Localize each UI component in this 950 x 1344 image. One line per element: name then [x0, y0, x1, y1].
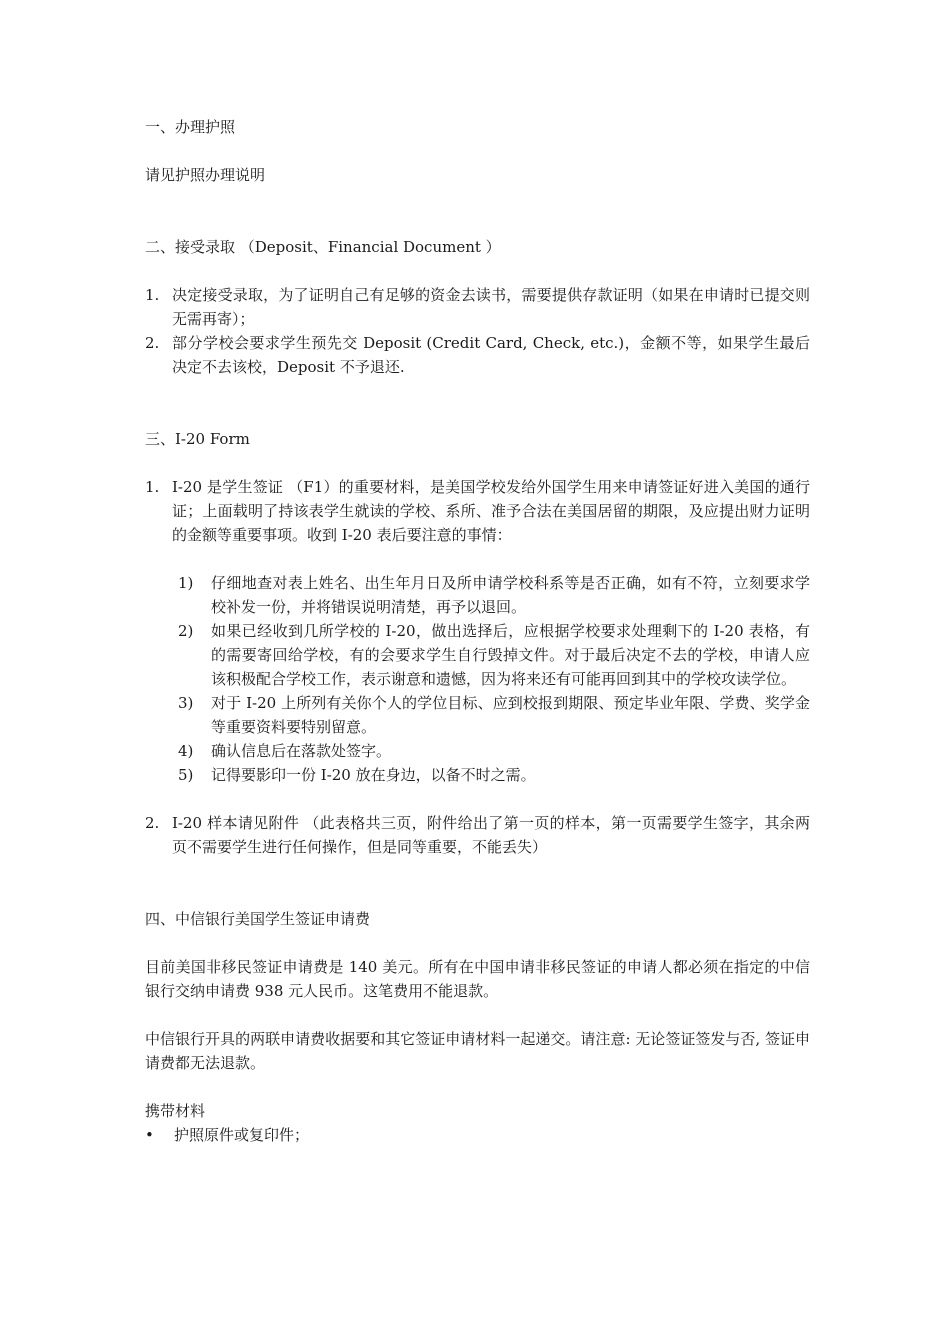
list-number: 2. [145, 814, 160, 832]
list-number: 2. [145, 334, 160, 352]
list-item [145, 283, 810, 331]
fee-paragraph-1: 目前美国非移民签证申请费是 140 美元。所有在中国申请非移民签证的申请人都必须在指定的中信银行交纳申请费 938 元人民币。这笔费用不能退款。 [145, 958, 810, 1000]
sub-list-number: 2) [178, 622, 194, 640]
bullet-icon: • [145, 1126, 154, 1144]
list-text: 决定接受录取，为了证明自己有足够的资金去读书，需要提供存款证明（如果在申请时已提交则无需再寄）； [172, 286, 810, 328]
fee-paragraph-2: 中信银行开具的两联申请费收据要和其它签证申请材料一起递交。请注意: 无论签证签发与否, 签证申请费都无法退款。 [145, 1030, 810, 1072]
section-1-text: 请见护照办理说明 [145, 166, 266, 184]
sub-list-item [178, 571, 810, 619]
section-3-heading: 三、I-20 Form [145, 430, 250, 448]
list-text: I-20 样本请见附件 （此表格共三页，附件给出了第一页的样本，第一页需要学生签字，其余两页不需要学生进行任何操作，但是同等重要，不能丢失） [172, 814, 810, 856]
bullet-item [145, 1123, 810, 1147]
list-number: 1. [145, 478, 160, 496]
sub-list-item [178, 763, 810, 787]
sub-list-item [178, 691, 810, 739]
sub-list-number: 1) [178, 574, 194, 592]
sub-list-text: 记得要影印一份 I-20 放在身边，以备不时之需。 [211, 766, 536, 784]
document-page [145, 115, 810, 1147]
list-text: 部分学校会要求学生预先交 Deposit (Credit Card, Check, etc.)，金额不等，如果学生最后决定不去该校，Deposit 不予退还. [172, 334, 810, 376]
sub-list-number: 4) [178, 742, 194, 760]
list-text: I-20 是学生签证 （F1）的重要材料，是美国学校发给外国学生用来申请签证好进入美国的通行证；上面载明了持该表学生就读的学校、系所、准予合法在美国居留的期限，及应提出财力证明的金额等重要事项。收到 I-20 表后要注意的事情： [172, 478, 810, 544]
sub-list-number: 5) [178, 766, 194, 784]
section-4-heading: 四、中信银行美国学生签证申请费 [145, 910, 371, 928]
materials-label: 携带材料 [145, 1102, 206, 1120]
list-number: 1. [145, 286, 160, 304]
list-item [145, 475, 810, 547]
sub-list-item [178, 739, 810, 763]
sub-list-number: 3) [178, 694, 194, 712]
sub-list-text: 如果已经收到几所学校的 I-20，做出选择后，应根据学校要求处理剩下的 I-20 表格，有的需要寄回给学校，有的会要求学生自行毁掉文件。对于最后决定不去的学校，申请人应该积极配合学校工作，表示谢意和遗憾，因为将来还有可能再回到其中的学校攻读学位。 [211, 622, 810, 688]
sub-list-item [178, 619, 810, 691]
section-1-heading: 一、办理护照 [145, 118, 236, 136]
bullet-text: 护照原件或复印件； [174, 1126, 310, 1144]
section-2-heading: 二、接受录取 （Deposit、Financial Document ） [145, 238, 501, 256]
list-item [145, 811, 810, 859]
list-item [145, 331, 810, 379]
sub-list-text: 确认信息后在落款处签字。 [211, 742, 392, 760]
sub-list-text: 仔细地查对表上姓名、出生年月日及所申请学校科系等是否正确，如有不符，立刻要求学校补发一份，并将错误说明清楚，再予以退回。 [211, 574, 810, 616]
sub-list-text: 对于 I-20 上所列有关你个人的学位目标、应到校报到期限、预定毕业年限、学费、奖学金等重要资料要特别留意。 [211, 694, 810, 736]
